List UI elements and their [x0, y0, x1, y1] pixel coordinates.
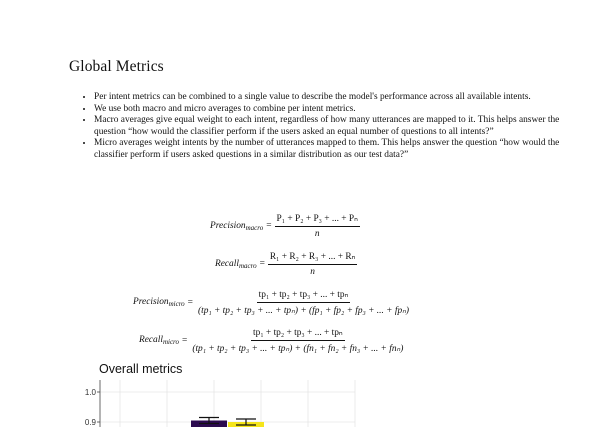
- equation-denominator: n: [314, 229, 320, 239]
- equation-subscript: macro: [238, 261, 257, 270]
- equation-subscript: macro: [245, 223, 264, 232]
- bullet-item: • Macro averages give equal weight to each intent, regardless of how many utterances are mapped to it. This helps answer the question “how would the classifier perform if the users asked an equal number of questions to all intents?”: [94, 115, 564, 137]
- bullet-list: [78, 92, 564, 161]
- bullet-item: • Per intent metrics can be combined to a single value to describe the model's performance across all available intents.: [94, 92, 564, 103]
- equation-denominator: (tp₁ + tp₂ + tp₃ + ... + tpₙ) + (fn₁ + fn₂ + fn₃ + ... + fnₙ): [192, 344, 404, 354]
- equation-precision-macro: Precision$_{macro}$ = $\frac{\text{P₁ + P₂ + P₃ + ... + Pₙ}}{n}$: [210, 214, 358, 239]
- equation-numerator: P₁ + P₂ + P₃ + ... + Pₙ: [275, 213, 360, 227]
- equation-lhs: Recall: [139, 335, 163, 345]
- bullet-item: • Micro averages weight intents by the number of utterances mapped to them. This helps answer the question “how would the classifier perform if users asked questions in a similar distribution as our test data?”: [94, 138, 564, 160]
- equation-lhs: Recall: [215, 258, 239, 269]
- section-title: Global Metrics: [69, 58, 164, 75]
- equation-numerator: tp₁ + tp₂ + tp₃ + ... + tpₙ: [257, 289, 351, 303]
- equation-lhs: Precision: [133, 297, 169, 307]
- equation-recall-micro: Recall$_{micro}$ = tp₁ + tp₂ + tp₃ + ... + tpₙ (tp₁ + tp₂ + tp₃ + ... + tpₙ) + (fn₁ + fn₂ + fn₃ + ... + fnₙ): [139, 328, 404, 354]
- equation-subscript: micro: [168, 300, 185, 308]
- bullet-item: • We use both macro and micro averages to combine per intent metrics.: [94, 104, 564, 115]
- equation-denominator: (tp₁ + tp₂ + tp₃ + ... + tpₙ) + (fp₁ + fp₂ + fp₃ + ... + fpₙ): [197, 306, 410, 316]
- equation-subscript: micro: [162, 338, 180, 346]
- equation-recall-macro: Recall$_{macro}$ = $\frac{\text{R₁ + R₂ + R₃ + ... + Rₙ}}{n}$: [215, 252, 356, 277]
- equation-numerator: R₁ + R₂ + R₃ + ... + Rₙ: [268, 251, 357, 265]
- y-tick-label: 0.9: [84, 418, 96, 427]
- equation-precision-micro: Precision$_{micro}$ = tp₁ + tp₂ + tp₃ + ... + tpₙ (tp₁ + tp₂ + tp₃ + ... + tpₙ) + (fp₁ + fp₂ + fp₃ + ... + fpₙ): [133, 290, 410, 316]
- y-tick-label: 1.0: [84, 388, 96, 397]
- equation-denominator: n: [310, 267, 315, 277]
- equation-numerator: tp₁ + tp₂ + tp₃ + ... + tpₙ: [251, 327, 345, 341]
- overall-metrics-chart: [0, 380, 600, 427]
- equation-lhs: Precision: [210, 220, 246, 231]
- chart-title: Overall metrics: [99, 362, 183, 376]
